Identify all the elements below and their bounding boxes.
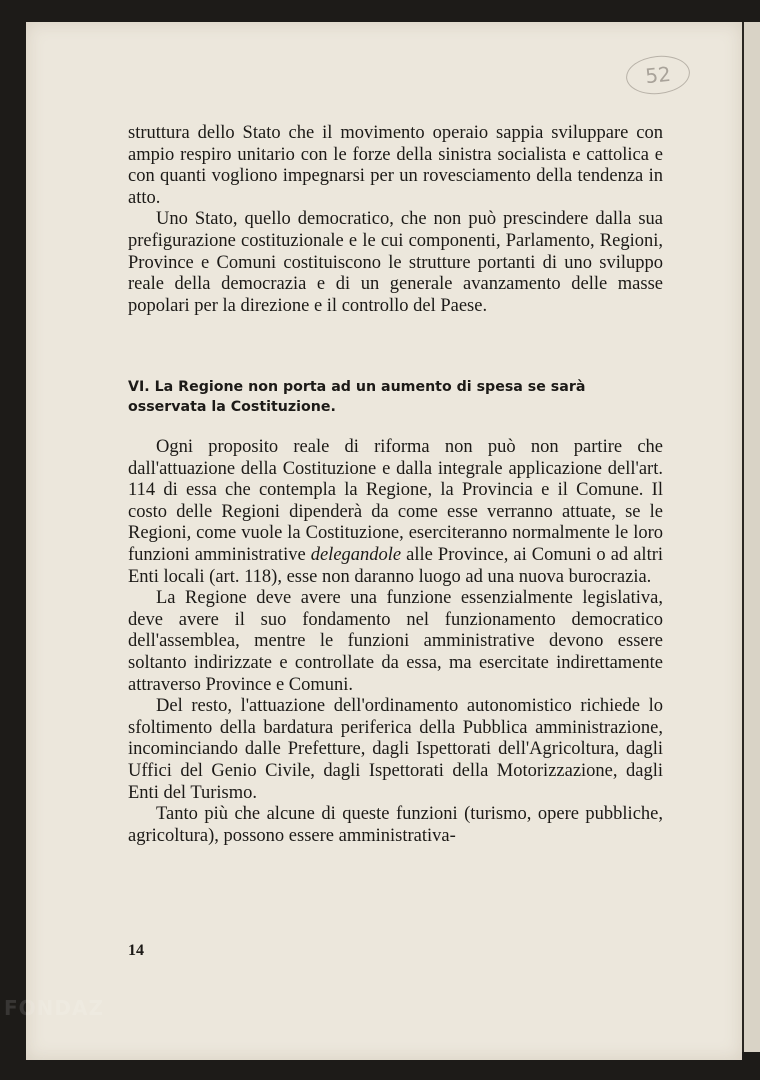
paragraph-stato-democratico: Uno Stato, quello democratico, che non può prescindere dalla sua prefigurazione costituzionale e le cui componenti, Parlamento, Regioni, Province e Comuni costituiscono le strutture portanti di uno sviluppo reale della democrazia e di un generale avanzamento delle masse popolari per la direzione e il controllo del Paese. [128,209,663,316]
paragraph-riforma [128,437,663,588]
page-number: 14 [128,942,144,959]
handwritten-page-annotation: 52 [624,53,692,97]
paragraph-riforma-part-2: alle Province, ai Comuni o ad altri Enti locali (art. 118), esse non daranno luogo ad una nuova burocrazia. [128,544,664,587]
section-heading-vi: VI. La Regione non porta ad un aumento di spesa se sarà osservata la Costituzione. [128,379,586,415]
paragraph-ordinamento-autonomistico: Del resto, l'attuazione dell'ordinamento autonomistico richiede lo sfoltimento della bardatura periferica della Pubblica amministrazione, incominciando dalle Prefetture, dagli Ispettorati dell'Agricoltura, dagli Uffici del Genio Civile, dagli Ispettorati della Motorizzazione, dagli Enti del Turismo. [128,696,663,803]
continuation-paragraph: struttura dello Stato che il movimento operaio sappia sviluppare con ampio respiro unitario con le forze della sinistra socialista e cattolica e con quanti vogliono impegnarsi per un rovesciamento della tendenza in atto. [128,123,663,208]
paragraph-funzioni-amministrative: Tanto più che alcune di queste funzioni (turismo, opere pubbliche, agricoltura), possono essere amministrativa- [128,804,663,846]
next-page-edge [742,22,760,1052]
body-text-top [128,123,663,317]
italic-term: delegandole [310,544,402,565]
body-text-section-vi [128,437,663,847]
paragraph-funzione-legislativa: La Regione deve avere una funzione essenzialmente legislativa, deve avere il suo fondamento nel funzionamento democratico dell'assemblea, mentre le funzioni amministrative devono essere soltanto indirizzate e controllate da essa, ma esercitate indirettamente attraverso Province e Comuni. [128,588,663,695]
archive-watermark: FONDAZ [4,996,104,1020]
paragraph-riforma-part-1: Ogni proposito reale di riforma non può non partire che dall'attuazione della Costituzione e dalla integrale applicazione dell'art. 114 di essa che contempla la Regione, la Provincia e il Comune. Il costo delle Regioni dipenderà da come esse verranno attuate, se le Regioni, come vuole la Costituzione, eserciteranno normalmente le loro funzioni amministrative [128,437,663,565]
